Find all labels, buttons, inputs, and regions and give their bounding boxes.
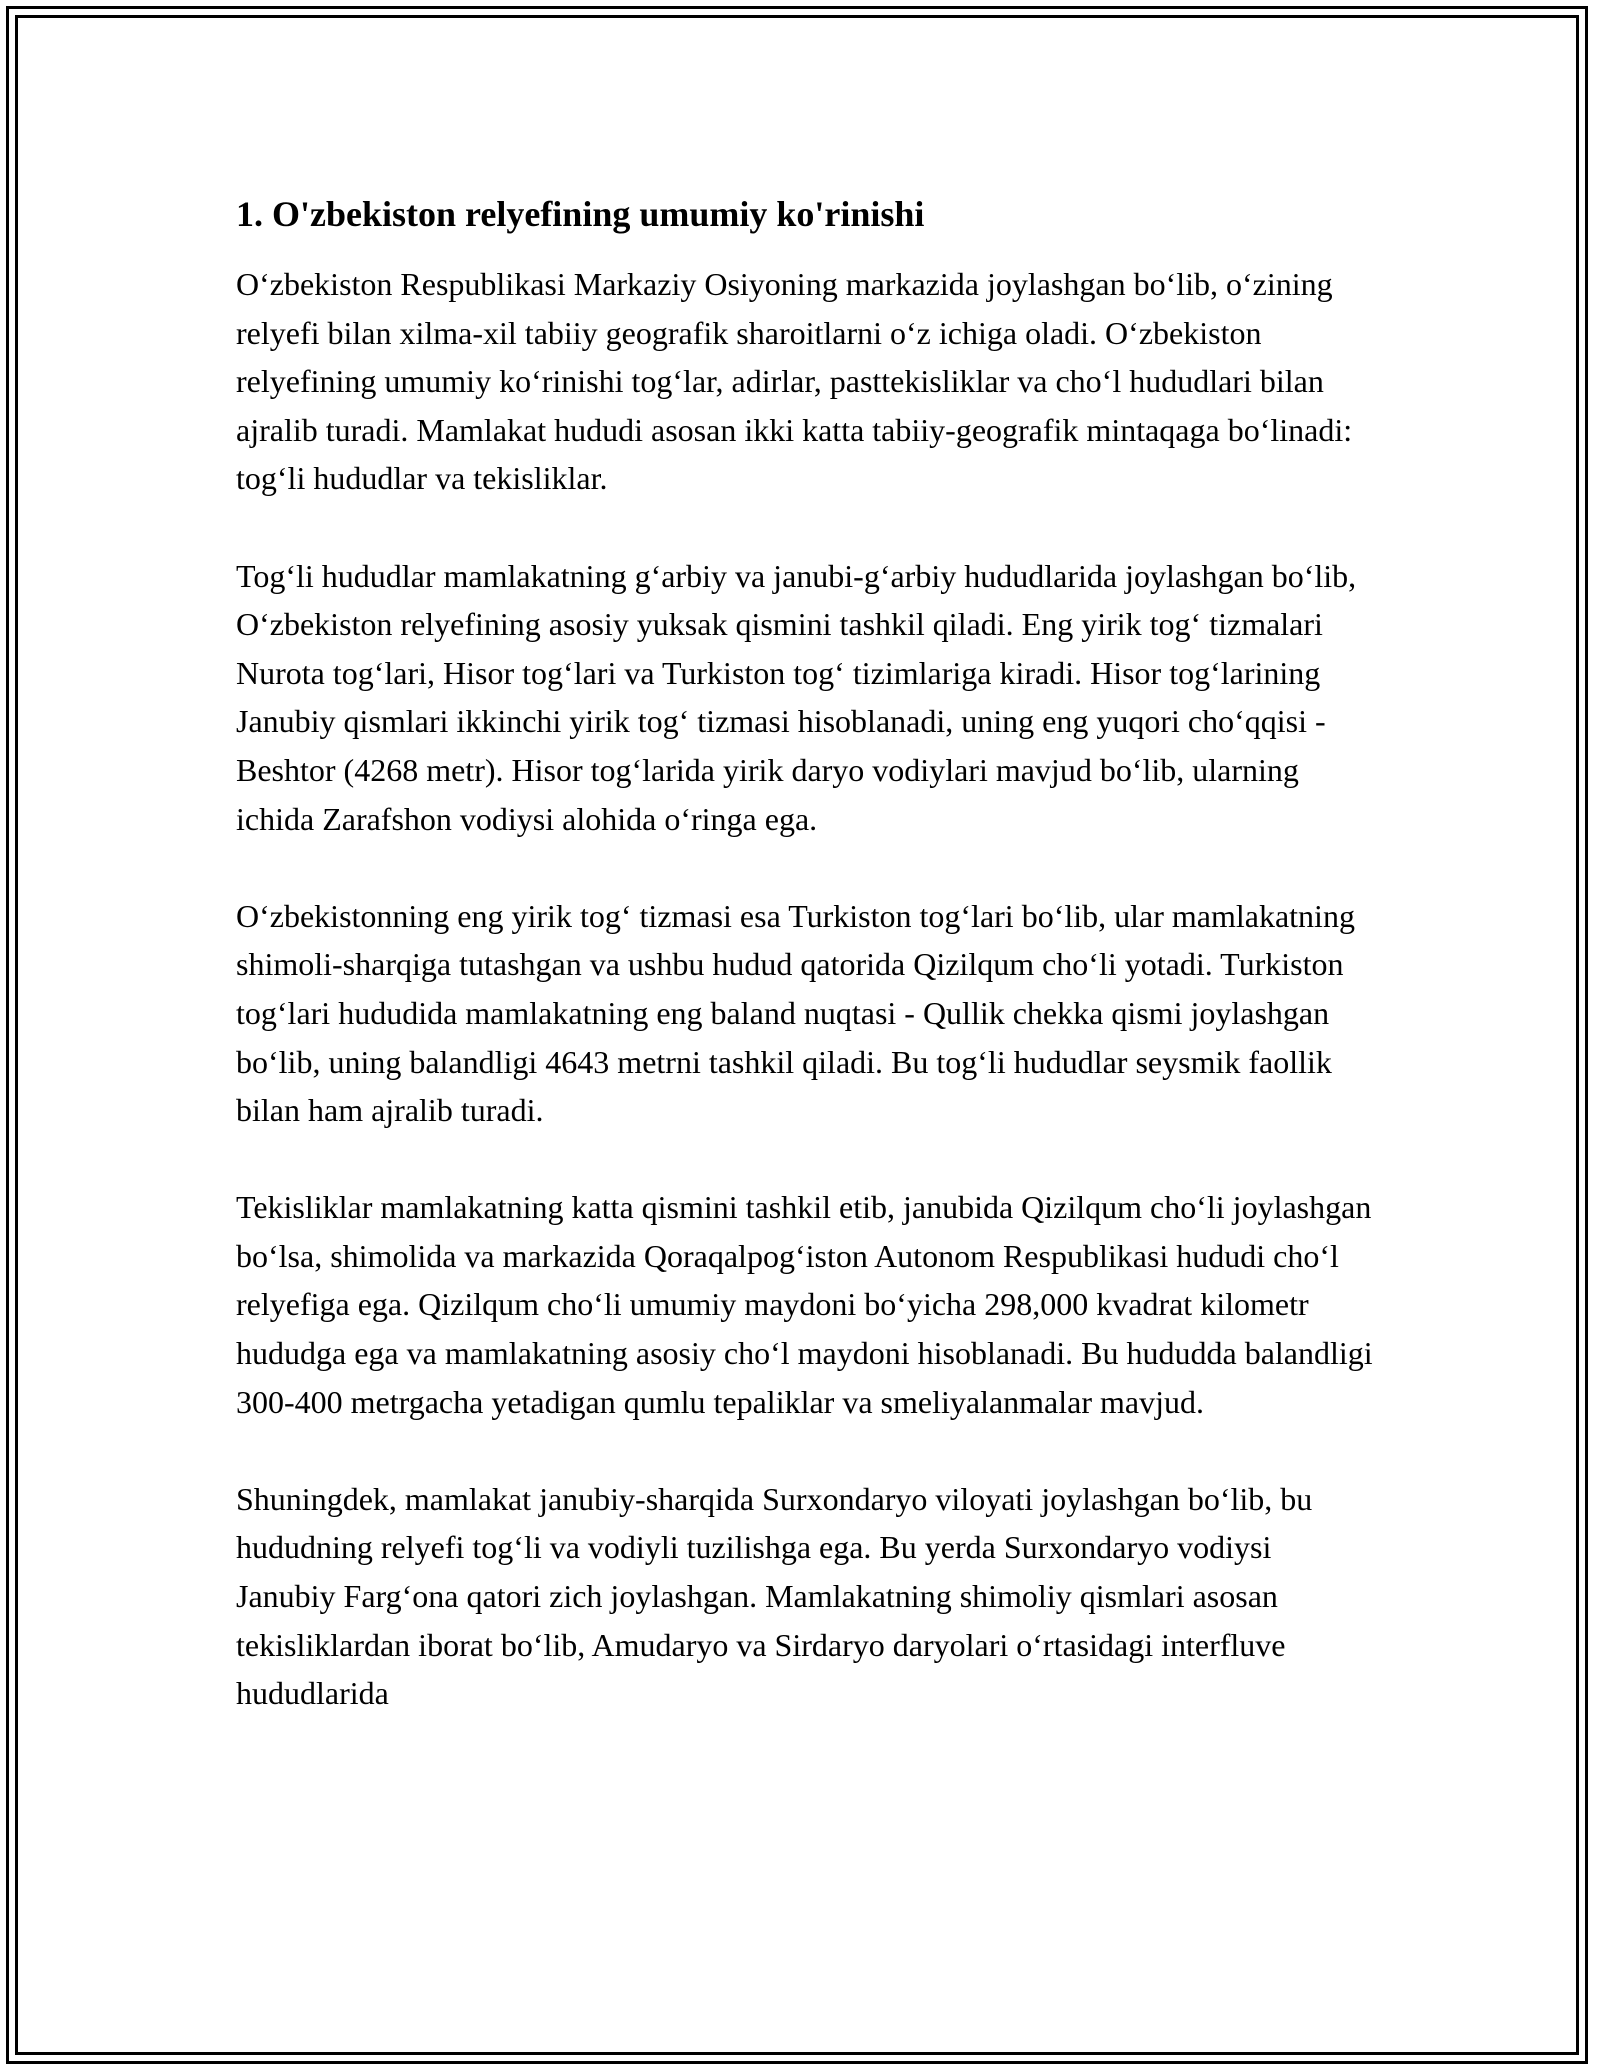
document-body	[236, 188, 1376, 1766]
paragraph-4: Tekisliklar mamlakatning katta qismini tashkil etib, janubida Qizilqum choʻli joylashgan boʻlsa, shimolida va markazida Qoraqalpogʻiston Autonom Respublikasi hududi choʻl relyefiga ega. Qizilqum choʻli umumiy maydoni boʻyicha 298,000 kvadrat kilometr hududga ega va mamlakatning asosiy choʻl maydoni hisoblanadi. Bu hududda balandligi 300-400 metrgacha yetadigan qumlu tepaliklar va smeliyalanmalar mavjud.	[236, 1189, 1373, 1420]
paragraph-1: Oʻzbekiston Respublikasi Markaziy Osiyoning markazida joylashgan boʻlib, oʻzining relyefi bilan xilma-xil tabiiy geografik sharoitlarni oʻz ichiga oladi. Oʻzbekiston relyefining umumiy koʻrinishi togʻlar, adirlar, pasttekisliklar va choʻl hududlari bilan ajralib turadi. Mamlakat hududi asosan ikki katta tabiiy-geografik mintaqaga boʻlinadi: togʻli hududlar va tekisliklar.	[236, 266, 1353, 497]
section-heading: 1. O'zbekiston relyefining umumiy ko'rinishi	[236, 194, 925, 234]
paragraph-3: Oʻzbekistonning eng yirik togʻ tizmasi esa Turkiston togʻlari boʻlib, ular mamlakatning shimoli-sharqiga tutashgan va ushbu hudud qatorida Qizilqum choʻli yotadi. Turkiston togʻlari hududida mamlakatning eng baland nuqtasi - Qullik chekka qismi joylashgan boʻlib, uning balandligi 4643 metrni tashkil qiladi. Bu togʻli hududlar seysmik faollik bilan ham ajralib turadi.	[236, 897, 1355, 1129]
paragraph-5: Shuningdek, mamlakat janubiy-sharqida Surxondaryo viloyati joylashgan boʻlib, bu hududning relyefi togʻli va vodiyli tuzilishga ega. Bu yerda Surxondaryo vodiysi Janubiy Fargʻona qatori zich joylashgan. Mamlakatning shimoliy qismlari asosan tekisliklardan iborat boʻlib, Amudaryo va Sirdaryo daryolari oʻrtasidagi interfluve hududlarida	[236, 1480, 1313, 1712]
paragraph-2: Togʻli hududlar mamlakatning gʻarbiy va janubi-gʻarbiy hududlarida joylashgan boʻlib, Oʻzbekiston relyefining asosiy yuksak qismini tashkil qiladi. Eng yirik togʻ tizmalari Nurota togʻlari, Hisor togʻlari va Turkiston togʻ tizimlariga kiradi. Hisor togʻlarining Janubiy qismlari ikkinchi yirik togʻ tizmasi hisoblanadi, uning eng yuqori choʻqqisi - Beshtor (4268 metr). Hisor togʻlarida yirik daryo vodiylari mavjud boʻlib, ularning ichida Zarafshon vodiysi alohida oʻringa ega.	[236, 557, 1357, 837]
